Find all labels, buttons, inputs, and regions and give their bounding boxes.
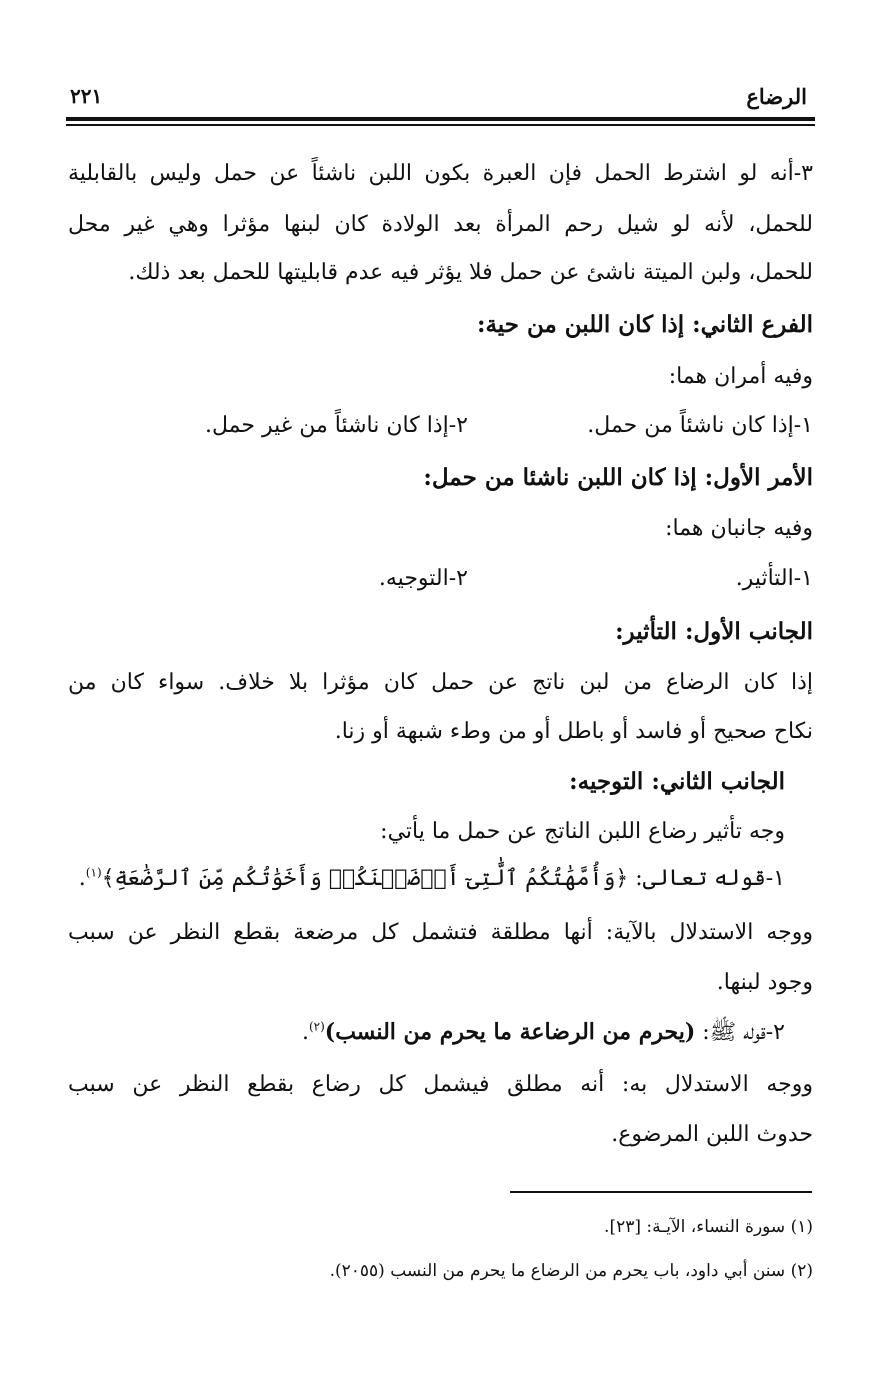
header-rule-thin (66, 124, 815, 126)
paragraph-line: وجه تأثير رضاع اللبن الناتج عن حمل ما يأتي: (380, 819, 785, 844)
paragraph-line: وجود لبنها. (716, 970, 813, 995)
hadith-text: (يحرم من الرضاعة ما يحرم من النسب) (324, 1019, 696, 1045)
header-rule-thick (66, 117, 815, 121)
citation-prefix: ٢-قوله ﷺ: (695, 1020, 785, 1045)
quran-verse: ﴿وَأُمَّهَٰتُكُمُ ٱلَّٰتِىٓ أَرۡضَعۡنَكُمۡ وَأَخَوَٰتُكُم مِّنَ ٱلرَّضَٰعَةِ﴾ (101, 866, 629, 891)
list-item: ٢-التوجيه. (378, 566, 468, 591)
paragraph-line: ووجه الاستدلال بالآية: أنها مطلقة فتشمل كل مرضعة بقطع النظر عن سبب (68, 920, 813, 945)
paragraph-line: ووجه الاستدلال به: أنه مطلق فيشمل كل رضاع بقطع النظر عن سبب (68, 1072, 813, 1097)
running-title: الرضاع (746, 84, 807, 109)
list-item: ٢-إذا كان ناشئاً من غير حمل. (205, 413, 468, 438)
list-item: ١-التأثير. (735, 566, 813, 591)
list-item: ١-إذا كان ناشئاً من حمل. (587, 413, 813, 438)
section-heading: الفرع الثاني: إذا كان اللبن من حية: (476, 311, 813, 338)
quran-citation (68, 865, 785, 891)
paragraph-line: للحمل، ولبن الميتة ناشئ عن حمل فلا يؤثر فيه عدم قابليتها للحمل بعد ذلك. (128, 260, 813, 285)
paragraph-line: حدوث اللبن المرضوع. (611, 1122, 813, 1147)
paragraph-line: وفيه أمران هما: (668, 364, 813, 389)
section-heading: الجانب الأول: التأثير: (615, 618, 813, 645)
punctuation: . (78, 866, 86, 891)
footnote-ref[interactable]: (٢) (308, 1019, 325, 1034)
hadith-citation (68, 1021, 785, 1044)
citation-prefix: ١-قوله تعالى: (628, 866, 785, 891)
paragraph-line: وفيه جانبان هما: (665, 516, 813, 541)
paragraph-line: نكاح صحيح أو فاسد أو باطل أو من وطء شبهة أو زنا. (334, 719, 813, 744)
page-header (66, 80, 815, 116)
page-number: ٢٢١ (70, 84, 103, 108)
footnote: (٢) سنن أبي داود، باب يحرم من الرضاع ما يحرم من النسب (٢٠٥٥). (329, 1261, 813, 1281)
punctuation: . (301, 1020, 309, 1045)
footnote-ref[interactable]: (١) (85, 865, 102, 880)
section-heading: الجانب الثاني: التوجيه: (569, 768, 785, 795)
section-heading: الأمر الأول: إذا كان اللبن ناشئا من حمل: (423, 464, 813, 491)
paragraph-line: إذا كان الرضاع من لبن ناتج عن حمل كان مؤثرا بلا خلاف. سواء كان من (68, 670, 813, 695)
footnote: (١) سورة النساء، الآيـة: [٢٣]. (604, 1217, 813, 1237)
paragraph-line: ٣-أنه لو اشترط الحمل فإن العبرة بكون اللبن ناشئاً عن حمل وليس بالقابلية (68, 161, 813, 186)
paragraph-line: للحمل، لأنه لو شيل رحم المرأة بعد الولادة كان لبنها مؤثرا وهي غير محل (68, 212, 813, 237)
footnote-separator (510, 1191, 812, 1193)
